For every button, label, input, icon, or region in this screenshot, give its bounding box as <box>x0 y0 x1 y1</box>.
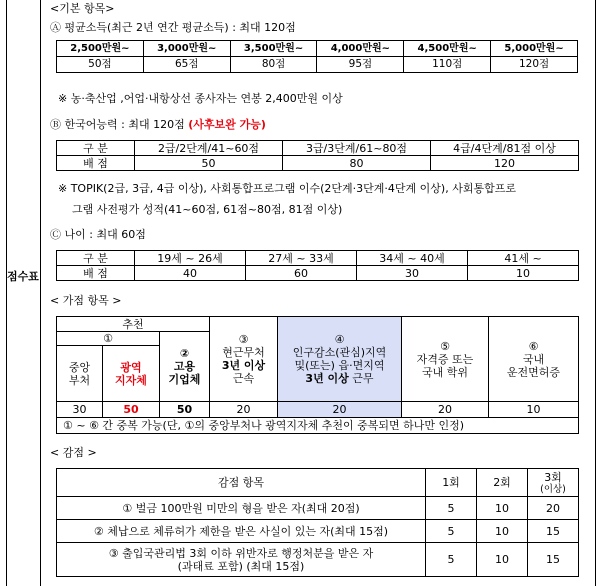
korean-score-cell: 80 <box>283 156 431 171</box>
bonus-score-cell: 50 <box>160 402 210 418</box>
korean-level-cell: 4급/4단계/81점 이상 <box>431 141 579 156</box>
korean-level-cell: 2급/2단계/41~60점 <box>135 141 283 156</box>
income-header-cell: 2,500만원~ <box>57 41 144 57</box>
recommend-header: 추천 <box>57 317 210 332</box>
deduct-item: ③ 출입국관리법 3회 이하 위반자로 행정처분을 받은 자 (과태료 포함) (최대 15점) <box>57 543 426 577</box>
age-score-cell: 10 <box>468 266 579 281</box>
korean-note-line1: ※ TOPIK(2급, 3급, 4급 이상), 사회통합프로그램 이수(2단계·3단계·4단계 이상), 사회통합프로 <box>58 182 516 195</box>
bonus-item-5: ⑤ 자격증 또는 국내 학위 <box>402 317 489 402</box>
income-header-cell: 4,000만원~ <box>317 41 404 57</box>
korean-label-cell: 배 점 <box>57 156 135 171</box>
deduct-value: 15 <box>528 543 579 577</box>
korean-title: Ⓑ 한국어능력 : 최대 120점 (사후보완 가능) <box>50 118 266 131</box>
bonus-item-1-number: ① <box>57 332 160 346</box>
deduct-header-item: 감점 항목 <box>57 469 426 497</box>
deduct-item: ② 체납으로 체류허가 제한을 받은 사실이 있는 자(최대 15점) <box>57 520 426 543</box>
deduct-table <box>56 468 579 577</box>
deduct-header: < 감점 > <box>50 446 97 459</box>
income-score-cell: 120점 <box>491 57 578 73</box>
bonus-item-6: ⑥ 국내 운전면허증 <box>489 317 579 402</box>
bonus-note: ① ~ ⑥ 간 중복 가능(단, ①의 중앙부처나 광역지자체 추천이 중복되면 하나만 인정) <box>57 418 579 434</box>
korean-title-note: (사후보완 가능) <box>188 118 266 131</box>
age-range-cell: 34세 ~ 40세 <box>357 251 468 266</box>
age-range-cell: 41세 ~ <box>468 251 579 266</box>
korean-label-cell: 구 분 <box>57 141 135 156</box>
age-score-cell: 30 <box>357 266 468 281</box>
bonus-score-cell: 30 <box>57 402 103 418</box>
age-range-cell: 27세 ~ 33세 <box>246 251 357 266</box>
income-note: ※ 농·축산업 ,어업·내항상선 종사자는 연봉 2,400만원 이상 <box>58 92 343 105</box>
bonus-score-cell: 20 <box>278 402 402 418</box>
deduct-value: 5 <box>426 543 477 577</box>
deduct-value: 10 <box>477 497 528 520</box>
deduct-value: 10 <box>477 520 528 543</box>
side-label: 점수표 <box>7 270 39 283</box>
deduct-value: 5 <box>426 497 477 520</box>
bonus-score-cell: 20 <box>210 402 278 418</box>
income-header-cell: 4,500만원~ <box>404 41 491 57</box>
income-title: Ⓐ 평균소득(최근 2년 연간 평균소득) : 최대 120점 <box>50 21 296 34</box>
age-range-cell: 19세 ~ 26세 <box>135 251 246 266</box>
korean-table <box>56 140 579 171</box>
bonus-score-cell: 10 <box>489 402 579 418</box>
income-score-cell: 50점 <box>57 57 144 73</box>
deduct-value: 15 <box>528 520 579 543</box>
age-score-cell: 60 <box>246 266 357 281</box>
age-label-cell: 배 점 <box>57 266 135 281</box>
side-column <box>6 0 41 586</box>
bonus-header: < 가점 항목 > <box>50 294 122 307</box>
income-score-cell: 110점 <box>404 57 491 73</box>
deduct-value: 5 <box>426 520 477 543</box>
deduct-header-1: 1회 <box>426 469 477 497</box>
income-header-cell: 5,000만원~ <box>491 41 578 57</box>
korean-note-line2: 그램 사전평가 성적(41~60점, 61점~80점, 81점 이상) <box>72 203 343 216</box>
deduct-header-2: 2회 <box>477 469 528 497</box>
age-score-cell: 40 <box>135 266 246 281</box>
age-table <box>56 250 579 281</box>
income-table <box>56 40 578 73</box>
deduct-item: ① 벌금 100만원 미만의 형을 받은 자(최대 20점) <box>57 497 426 520</box>
age-label-cell: 구 분 <box>57 251 135 266</box>
korean-score-cell: 120 <box>431 156 579 171</box>
income-score-cell: 65점 <box>143 57 230 73</box>
deduct-value: 20 <box>528 497 579 520</box>
income-score-cell: 95점 <box>317 57 404 73</box>
income-header-cell: 3,000만원~ <box>143 41 230 57</box>
korean-score-cell: 50 <box>135 156 283 171</box>
bonus-table <box>56 316 579 434</box>
korean-level-cell: 3급/3단계/61~80점 <box>283 141 431 156</box>
bonus-central-ministry: 중앙 부처 <box>57 346 103 402</box>
deduct-value: 10 <box>477 543 528 577</box>
income-header-cell: 3,500만원~ <box>230 41 317 57</box>
bonus-score-cell: 50 <box>103 402 160 418</box>
bonus-item-2: ② 고용 기업체 <box>160 332 210 402</box>
age-title: Ⓒ 나이 : 최대 60점 <box>50 228 146 241</box>
basic-items-header: <기본 항목> <box>50 2 115 15</box>
bonus-item-4: ④ 인구감소(관심)지역 및(또는) 읍·면지역 3년 이상 근무 <box>278 317 402 402</box>
bonus-score-cell: 20 <box>402 402 489 418</box>
income-score-cell: 80점 <box>230 57 317 73</box>
bonus-item-3: ③ 현근무처 3년 이상 근속 <box>210 317 278 402</box>
bonus-local-government: 광역 지자체 <box>103 346 160 402</box>
deduct-header-3: 3회 (이상) <box>528 469 579 497</box>
